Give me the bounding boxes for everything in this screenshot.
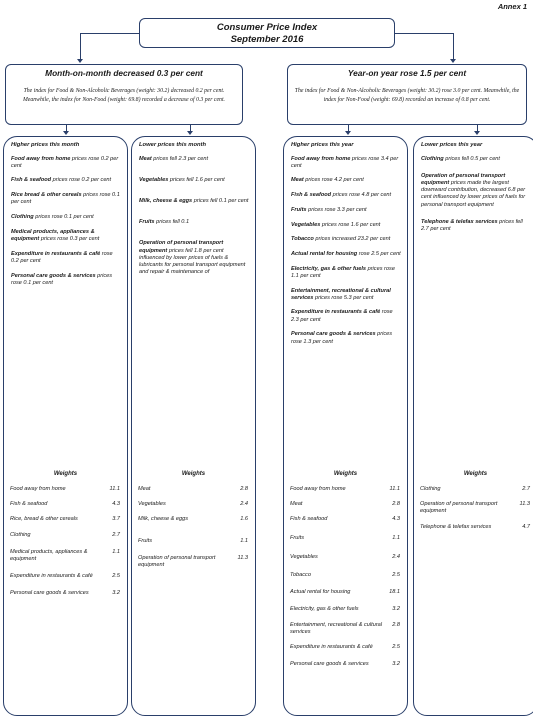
weight-row: Personal care goods & services 3.2	[10, 589, 120, 596]
connector-left-drop	[80, 33, 81, 60]
weight-row: Telephone & telefax services 4.7	[420, 524, 530, 531]
list-item: Operation of personal transport equipment prices made the largest downward contribution, decreased 6.8 per cent influenced by lower prices of fuels for personal transport equipment	[421, 172, 526, 208]
weight-row: Personal care goods & services 3.2	[290, 660, 400, 667]
arrow-icon	[77, 59, 83, 63]
weights-section	[414, 471, 533, 531]
list-item: Clothing prices rose 0.1 per cent	[11, 214, 94, 221]
list-item: Expenditure in restaurants & café rose 2.3 per cent	[291, 309, 393, 323]
column-heading: Lower prices this year	[421, 142, 483, 148]
list-item: Clothing prices fell 0.5 per cent	[421, 155, 500, 162]
yoy-heading: Year-on year rose 1.5 per cent	[347, 68, 467, 78]
arrow-icon	[450, 59, 456, 63]
list-item: Personal care goods & services prices rose 1.3 per cent	[291, 331, 393, 345]
arrow-icon	[345, 131, 351, 135]
column-lower-month	[131, 136, 256, 716]
weight-row: Vegetables 2.4	[138, 500, 248, 507]
weight-row: Entertainment, recreational & cultural services 2.8	[290, 622, 400, 636]
list-item: Vegetables prices rose 1.6 per cent	[291, 221, 381, 228]
list-item: Milk, cheese & eggs prices fell 0.1 per cent	[139, 197, 249, 204]
weights-title: Weights	[463, 471, 488, 477]
weight-row: Fruits 1.1	[138, 538, 248, 545]
price-change-list	[132, 156, 255, 277]
weight-row: Food away from home 11.1	[10, 486, 120, 492]
weight-row: Fish & seafood 4.3	[290, 515, 400, 522]
weight-row: Actual rental for housing 18.1	[290, 588, 400, 595]
weight-row: Rice, bread & other cereals 3.7	[10, 515, 120, 522]
list-item: Food away from home prices rose 3.4 per cent	[291, 155, 399, 169]
list-item: Expenditure in restaurants & café rose 0.2 per cent	[11, 250, 113, 264]
weight-row: Tobacco 2.5	[290, 571, 400, 578]
connector-left	[80, 33, 139, 34]
mom-text: The index for Food & Non-Alcoholic Beverages (weight: 30.2) decreased 0.2 per cent. Meanwhile, the index for Non-Food (weight: 69.8) recorded a decrease of 0.3 per cent.	[22, 88, 226, 103]
arrow-icon	[474, 131, 480, 135]
weight-row: Milk, cheese & eggs 1.6	[138, 515, 248, 522]
weight-row: Medical products, appliances & equipment 1.1	[10, 549, 120, 562]
weight-row: Fish & seafood 4.3	[10, 500, 120, 507]
list-item: Fruits prices rose 3.3 per cent	[291, 206, 367, 213]
weight-row: Expenditure in restaurants & café 2.5	[10, 572, 120, 579]
list-item: Electricity, gas & other fuels prices rose 1.1 per cent	[291, 265, 395, 279]
list-item: Rice bread & other cereals prices rose 0.1 per cent	[11, 192, 120, 206]
weight-row: Clothing 2.7	[10, 532, 120, 539]
annex-label: Annex 1	[497, 2, 527, 11]
price-change-list	[4, 156, 127, 287]
column-lower-year	[413, 136, 533, 716]
list-item: Entertainment, recreational & cultural services prices rose 5.3 per cent	[291, 287, 391, 301]
list-item: Medical products, appliances & equipment prices rose 0.3 per cent	[11, 228, 100, 242]
weights-title: Weights	[53, 471, 78, 477]
arrow-icon	[63, 131, 69, 135]
column-higher-month	[3, 136, 128, 716]
mom-heading: Month-on-month decreased 0.3 per cent	[45, 68, 203, 78]
weight-row: Vegetables 2.4	[290, 554, 400, 561]
weight-row: Fruits 1.1	[290, 535, 400, 542]
price-change-list	[284, 156, 407, 346]
column-heading: Lower prices this month	[139, 142, 206, 148]
column-heading: Higher prices this year	[291, 142, 354, 148]
weights-title: Weights	[333, 471, 358, 477]
weight-row: Meat 2.8	[290, 500, 400, 507]
weight-row: Food away from home 11.1	[290, 486, 400, 492]
page-title: Consumer Price Index	[216, 22, 318, 33]
list-item: Meat prices fell 2.3 per cent	[139, 155, 209, 162]
weights-section	[132, 471, 255, 569]
connector-right	[395, 33, 453, 34]
page-subtitle: September 2016	[230, 34, 304, 45]
weights-title: Weights	[181, 471, 206, 477]
list-item: Fish & seafood prices rose 4.8 per cent	[291, 192, 392, 199]
year-on-year-box	[287, 64, 527, 125]
weight-row: Clothing 2.7	[420, 486, 530, 492]
connector-right-drop	[453, 33, 454, 60]
list-item: Food away from home prices rose 0.2 per cent	[11, 155, 119, 169]
weight-row: Meat 2.8	[138, 486, 248, 492]
column-heading: Higher prices this month	[11, 142, 80, 148]
list-item: Fish & seafood prices rose 0.2 per cent	[11, 177, 112, 184]
column-higher-year	[283, 136, 408, 716]
list-item: Vegetables prices fell 1.6 per cent	[139, 176, 225, 183]
title-box	[139, 18, 395, 48]
list-item: Personal care goods & services prices rose 0.1 per cent	[11, 272, 113, 286]
price-change-list	[414, 156, 533, 234]
list-item: Tobacco prices increased 23.2 per cent	[291, 236, 391, 243]
weight-row: Operation of personal transport equipment 11.3	[420, 500, 530, 514]
list-item: Meat prices rose 4.2 per cent	[291, 177, 364, 184]
list-item: Operation of personal transport equipment prices fell 1.8 per cent influenced by lower prices of fuels & lubricants for personal transport equipment and repair & maintenance of	[139, 240, 246, 276]
list-item: Telephone & telefax services prices fell 2.7 per cent	[421, 218, 523, 232]
weights-section	[4, 471, 127, 596]
list-item: Fruits prices fell 0.1	[139, 219, 190, 226]
month-on-month-box	[5, 64, 243, 125]
weight-row: Operation of personal transport equipment 11.3	[138, 555, 248, 568]
weight-row: Expenditure in restaurants & café 2.5	[290, 643, 400, 650]
arrow-icon	[187, 131, 193, 135]
weight-row: Electricity, gas & other fuels 3.2	[290, 605, 400, 612]
list-item: Actual rental for housing rose 2.5 per cent	[291, 250, 401, 257]
yoy-text: The index for Food & Non-Alcoholic Beverages (weight: 30.2) rose 3.0 per cent. Meanwhile, the index for Non-Food (weight: 69.8) recorded an increase of 0.8 per cent.	[294, 88, 520, 103]
weights-section	[284, 471, 407, 668]
